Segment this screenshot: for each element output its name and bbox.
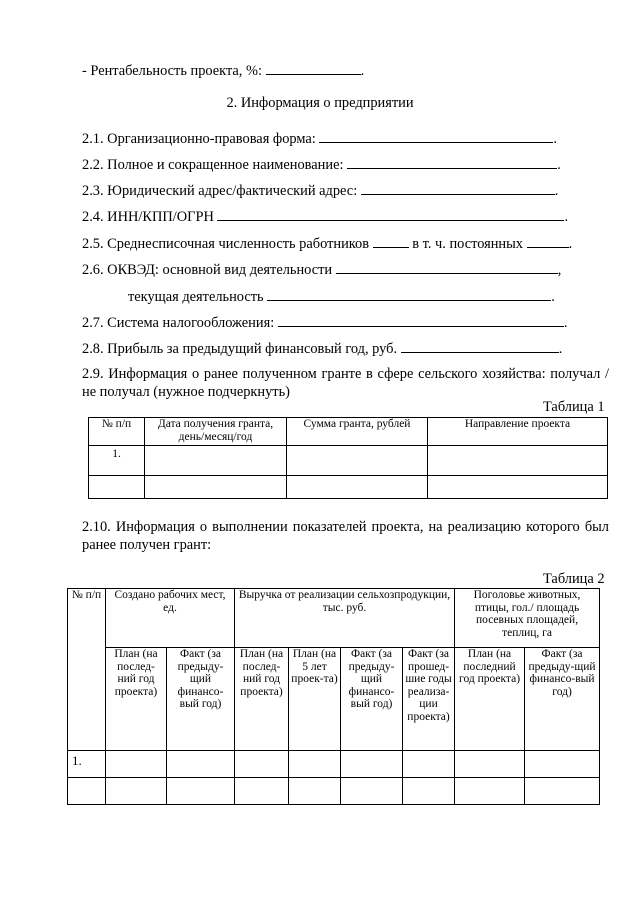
table-cell: 1. xyxy=(89,446,145,476)
table-cell[interactable] xyxy=(167,751,235,778)
table2-subheader: План (на 5 лет проек-та) xyxy=(289,648,341,751)
table-cell[interactable] xyxy=(287,446,428,476)
table2-header-jobs: Создано рабочих мест, ед. xyxy=(106,589,235,648)
table-cell[interactable] xyxy=(235,778,289,805)
okved-main-input-line[interactable] xyxy=(336,260,558,274)
table2-subheader: Факт (за предыду-щий финансо-вый год) xyxy=(525,648,600,751)
table-row xyxy=(68,751,600,778)
table1-header-date: Дата получения гранта, день/месяц/год xyxy=(145,418,287,446)
profitability-line: - Рентабельность проекта, %: . xyxy=(82,63,365,79)
table-cell[interactable] xyxy=(341,751,403,778)
table-cell[interactable] xyxy=(525,778,600,805)
table2-subheader: План (на послед-ний год проекта) xyxy=(106,648,167,751)
field-2-2: 2.2. Полное и сокращенное наименование: . xyxy=(82,157,561,173)
table2-subheader: Факт (за предыду-щий финансо-вый год) xyxy=(341,648,403,751)
table2-subheader: Факт (за прошед-шие годы реализа-ции проекта) xyxy=(403,648,455,751)
project-indicators-table xyxy=(67,588,600,805)
table2-subheader: План (на послед-ний год проекта) xyxy=(235,648,289,751)
table-cell[interactable] xyxy=(341,778,403,805)
field-2-7: 2.7. Система налогообложения: . xyxy=(82,315,568,331)
table-cell[interactable] xyxy=(145,446,287,476)
table2-header-revenue: Выручка от реализации сельхозпродукции, тыс. руб. xyxy=(235,589,455,648)
field-2-1: 2.1. Организационно-правовая форма: . xyxy=(82,131,558,147)
table-cell[interactable] xyxy=(525,751,600,778)
table2-header-livestock: Поголовье животных, птицы, гол./ площадь посевных площадей, теплиц, га xyxy=(455,589,600,648)
table-cell[interactable] xyxy=(106,778,167,805)
table-cell[interactable] xyxy=(428,476,608,499)
full-name-input-line[interactable] xyxy=(347,155,557,169)
tax-system-input-line[interactable] xyxy=(278,313,564,327)
table-row xyxy=(89,446,608,476)
table-cell[interactable] xyxy=(145,476,287,499)
address-input-line[interactable] xyxy=(361,181,555,195)
table1-header-num: № п/п xyxy=(89,418,145,446)
table-cell[interactable] xyxy=(68,778,106,805)
table2-caption: Таблица 2 xyxy=(543,571,605,587)
table1-header-direction: Направление проекта xyxy=(428,418,608,446)
table-row xyxy=(89,476,608,499)
paragraph-2-9: 2.9. Информация о ранее полученном гранте в сфере сельского хозяйства: получал / не получал (нужное подчеркнуть) xyxy=(82,366,609,400)
field-2-6-current: текущая деятельность . xyxy=(128,289,555,305)
table-cell[interactable] xyxy=(287,476,428,499)
table-cell[interactable] xyxy=(167,778,235,805)
profitability-label: - Рентабельность проекта, %: xyxy=(82,63,266,79)
okved-current-input-line[interactable] xyxy=(267,287,551,301)
field-2-5: 2.5. Среднесписочная численность работников в т. ч. постоянных . xyxy=(82,236,573,252)
table2-subheader: План (на последний год проекта) xyxy=(455,648,525,751)
table-cell[interactable] xyxy=(89,476,145,499)
field-2-3: 2.3. Юридический адрес/фактический адрес: . xyxy=(82,183,559,199)
paragraph-2-10: 2.10. Информация о выполнении показателей проекта, на реализацию которого был ранее получен грант: xyxy=(82,519,609,553)
table-cell[interactable] xyxy=(106,751,167,778)
table1-header-amount: Сумма гранта, рублей xyxy=(287,418,428,446)
org-form-input-line[interactable] xyxy=(319,129,553,143)
field-2-4: 2.4. ИНН/КПП/ОГРН . xyxy=(82,209,569,225)
field-2-6: 2.6. ОКВЭД: основной вид деятельности , xyxy=(82,262,562,278)
profitability-input-line[interactable] xyxy=(266,61,361,75)
table-cell[interactable] xyxy=(455,751,525,778)
table1-caption: Таблица 1 xyxy=(543,399,605,415)
table-cell[interactable] xyxy=(403,778,455,805)
table-cell[interactable] xyxy=(289,778,341,805)
grant-history-table xyxy=(88,417,608,499)
table-cell[interactable] xyxy=(455,778,525,805)
table2-subheader: Факт (за предыду-щий финансо-вый год) xyxy=(167,648,235,751)
profit-input-line[interactable] xyxy=(401,339,559,353)
table-cell: 1. xyxy=(68,751,106,778)
table-cell[interactable] xyxy=(403,751,455,778)
table-cell[interactable] xyxy=(428,446,608,476)
permanent-staff-input-line[interactable] xyxy=(527,234,569,248)
headcount-input-line[interactable] xyxy=(373,234,409,248)
inn-input-line[interactable] xyxy=(217,207,564,221)
table-row xyxy=(68,778,600,805)
table-cell[interactable] xyxy=(235,751,289,778)
table2-header-num: № п/п xyxy=(68,589,106,751)
field-2-8: 2.8. Прибыль за предыдущий финансовый год, руб. . xyxy=(82,341,563,357)
section-title: 2. Информация о предприятии xyxy=(226,95,414,111)
table-cell[interactable] xyxy=(289,751,341,778)
